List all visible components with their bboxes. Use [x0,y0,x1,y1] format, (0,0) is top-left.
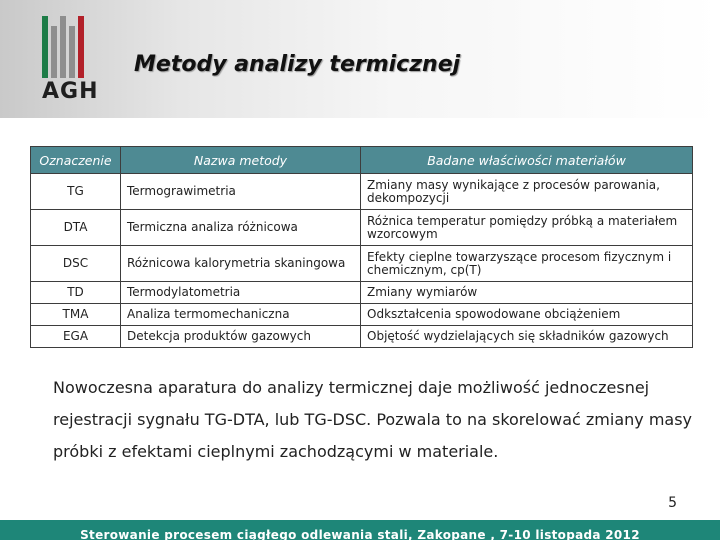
cell-properties: Efekty cieplne towarzyszące procesom fizycznym i chemicznym, cp(T) [361,246,693,282]
cell-symbol: DSC [31,246,121,282]
table-row [31,326,693,348]
logo-bar-green [42,16,48,78]
cell-method-name: Termograwimetria [121,174,361,210]
column-header-symbol: Oznaczenie [31,147,121,174]
agh-logo [38,12,98,104]
cell-symbol: DTA [31,210,121,246]
methods-table [30,146,693,348]
page-number: 5 [668,495,677,511]
page-title: Metody analizy termicznej [134,52,461,77]
table-row [31,174,693,210]
table-row [31,304,693,326]
logo-text: AGH [42,79,99,104]
cell-method-name: Analiza termomechaniczna [121,304,361,326]
table-row [31,282,693,304]
body-paragraph: Nowoczesna aparatura do analizy termicznej daje możliwość jednoczesnej rejestracji sygnału TG-DTA, lub TG-DSC. Pozwala to na skorelować zmiany masy próbki z efektami cieplnymi zachodzącymi w materiale. [53,378,693,461]
footer-band [0,520,720,540]
cell-properties: Zmiany masy wynikające z procesów parowania, dekompozycji [361,174,693,210]
table-header-row [31,147,693,174]
table-row [31,210,693,246]
logo-bar-red [78,16,84,78]
cell-method-name: Termiczna analiza różnicowa [121,210,361,246]
cell-method-name: Detekcja produktów gazowych [121,326,361,348]
column-header-properties: Badane właściwości materiałów [361,147,693,174]
cell-method-name: Różnicowa kalorymetria skaningowa [121,246,361,282]
footer-text: Sterowanie procesem ciągłego odlewania stali, Zakopane , 7-10 listopada 2012 [80,528,640,542]
cell-method-name: Termodylatometria [121,282,361,304]
cell-properties: Objętość wydzielających się składników gazowych [361,326,693,348]
cell-symbol: EGA [31,326,121,348]
cell-properties: Odkształcenia spowodowane obciążeniem [361,304,693,326]
cell-symbol: TG [31,174,121,210]
cell-symbol: TMA [31,304,121,326]
table-row [31,246,693,282]
logo-bar-gray [51,26,57,78]
column-header-method-name: Nazwa metody [121,147,361,174]
cell-properties: Zmiany wymiarów [361,282,693,304]
cell-symbol: TD [31,282,121,304]
logo-bar-gray [69,26,75,78]
cell-properties: Różnica temperatur pomiędzy próbką a materiałem wzorcowym [361,210,693,246]
logo-bar-gray [60,16,66,78]
